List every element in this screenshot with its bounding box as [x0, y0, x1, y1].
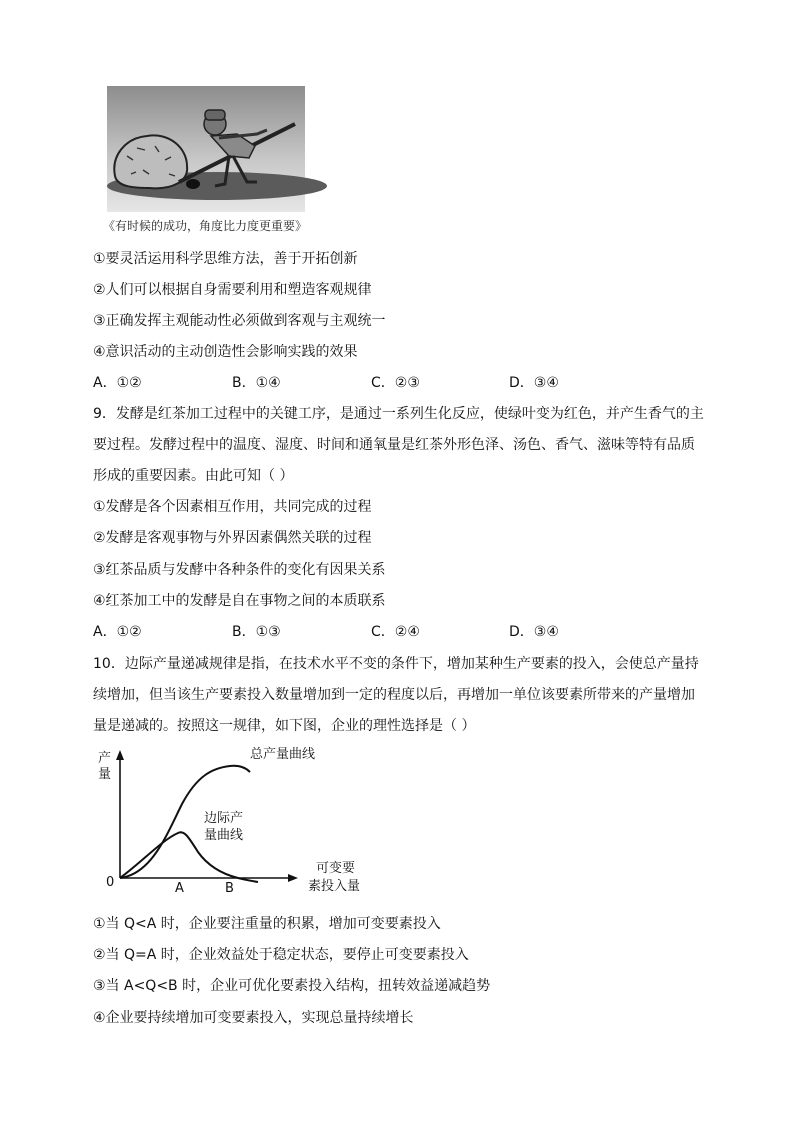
- q10-statement-2: ②当 Q=A 时，企业效益处于稳定状态，要停止可变要素投入: [93, 947, 469, 963]
- q10-stem-line-3: 量是递减的。按照这一规律，如下图，企业的理性选择是（ ）: [93, 718, 476, 734]
- x-axis-arrow: [288, 874, 298, 882]
- cartoon-caption: 《有时候的成功，角度比力度更重要》: [103, 219, 308, 233]
- q10-statement-3: ③当 A<Q<B 时，企业可优化要素投入结构，扭转效益递减趋势: [93, 978, 491, 994]
- q8-option-d[interactable]: D．③④: [509, 375, 559, 391]
- tick-label-a: A: [175, 881, 184, 896]
- q8-statement-3: ③正确发挥主观能动性必须做到客观与主观统一: [93, 313, 386, 329]
- q9-option-d[interactable]: D．③④: [509, 624, 559, 640]
- marginal-curve-label-2: 量曲线: [204, 828, 244, 843]
- q9-statement-4: ④红茶加工中的发酵是自在事物之间的本质联系: [93, 593, 386, 609]
- q9-option-a[interactable]: A．①②: [93, 624, 142, 640]
- q9-option-b[interactable]: B．①③: [232, 624, 281, 640]
- q8-option-a[interactable]: A．①②: [93, 375, 142, 391]
- y-axis-arrow: [116, 750, 124, 760]
- q9-stem-line-1: 9．发酵是红茶加工过程中的关键工序，是通过一系列生化反应，使绿叶变为红色，并产生香气的主: [93, 406, 704, 422]
- q10-statement-4: ④企业要持续增加可变要素投入，实现总量持续增长: [93, 1010, 414, 1026]
- q10-stem-line-2: 续增加，但当该生产要素投入数量增加到一定的程度以后，再增加一单位该要素所带来的产量增加: [93, 687, 695, 703]
- total-curve-label: 总产量曲线: [250, 747, 316, 762]
- q8-option-c[interactable]: C．②③: [371, 375, 420, 391]
- q8-statement-1: ①要灵活运用科学思维方法，善于开拓创新: [93, 251, 358, 267]
- y-axis-label-1: 产: [98, 751, 112, 766]
- q9-statement-1: ①发酵是各个因素相互作用，共同完成的过程: [93, 499, 372, 515]
- q9-statement-2: ②发酵是客观事物与外界因素偶然关联的过程: [93, 530, 372, 546]
- q9-stem-line-3: 形成的重要因素。由此可知（ ）: [93, 468, 294, 484]
- q10-statement-1: ①当 Q<A 时，企业要注重量的积累，增加可变要素投入: [93, 916, 441, 932]
- q9-option-c[interactable]: C．②④: [371, 624, 420, 640]
- production-curve-graph: [98, 744, 372, 896]
- q8-option-b[interactable]: B．①④: [232, 375, 281, 391]
- q9-statement-3: ③红茶品质与发酵中各种条件的变化有因果关系: [93, 562, 386, 578]
- tick-label-b: B: [225, 881, 234, 896]
- x-axis-label-2: 素投入量: [308, 879, 361, 894]
- q10-stem-line-1: 10．边际产量递减规律是指，在技术水平不变的条件下，增加某种生产要素的投入，会使总产量持: [93, 656, 699, 672]
- x-axis-label-1: 可变要: [316, 861, 356, 876]
- q9-stem-line-2: 要过程。发酵过程中的温度、湿度、时间和通氧量是红茶外形色泽、汤色、香气、滋味等特有品质: [93, 437, 695, 453]
- marginal-curve-label-1: 边际产: [204, 811, 244, 826]
- q8-statement-4: ④意识活动的主动创造性会影响实践的效果: [93, 344, 358, 360]
- cartoon-illustration: [107, 86, 305, 212]
- origin-label: 0: [106, 875, 115, 890]
- q8-statement-2: ②人们可以根据自身需要利用和塑造客观规律: [93, 282, 372, 298]
- y-axis-label-2: 量: [98, 767, 112, 782]
